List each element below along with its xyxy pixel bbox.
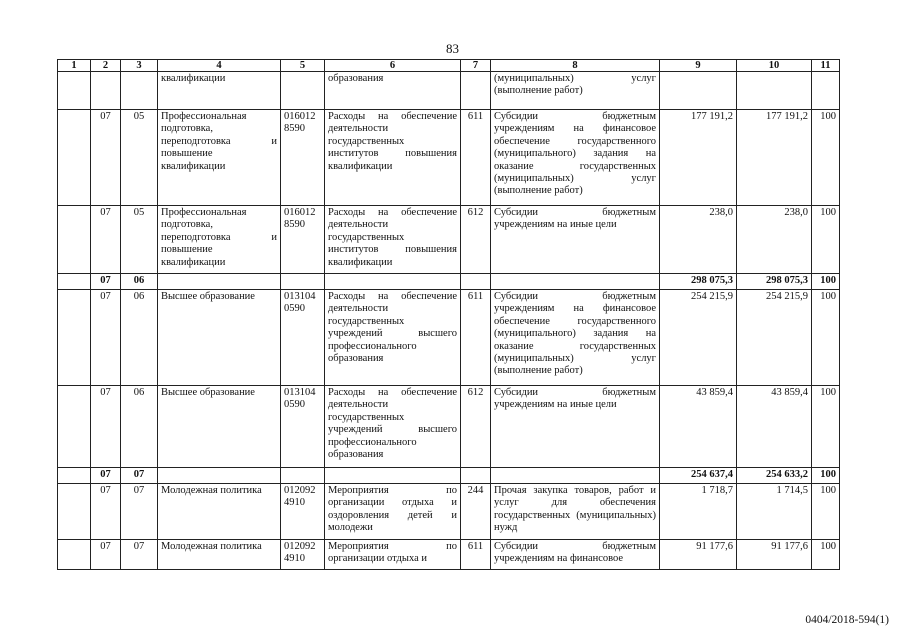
- cell-percent: 100: [812, 274, 840, 290]
- cell-subsection: [121, 72, 158, 110]
- col-header-9: 9: [660, 60, 737, 72]
- cell-purpose: образования: [325, 72, 461, 110]
- cell-actual: 91 177,6: [737, 540, 812, 570]
- col-header-3: 3: [121, 60, 158, 72]
- cell-name: Профессиональная подготовка, переподготовка и повышение квалификации: [158, 110, 281, 206]
- cell-section: 07: [91, 290, 121, 386]
- table-row: [58, 540, 840, 570]
- cell-target-code: 012092 4910: [281, 540, 325, 570]
- cell-name: Профессиональная подготовка, переподготовка и повышение квалификации: [158, 206, 281, 274]
- col-header-4: 4: [158, 60, 281, 72]
- cell-percent: 100: [812, 290, 840, 386]
- col-header-1: 1: [58, 60, 91, 72]
- cell-expense-desc: [491, 468, 660, 484]
- cell-name: Молодежная политика: [158, 484, 281, 540]
- cell-expense-desc: Субсидии бюджетным учреждениям на иные цели: [491, 386, 660, 468]
- cell-purpose: [325, 468, 461, 484]
- document-code: 0404/2018-594(1): [805, 614, 889, 626]
- cell-actual: [737, 72, 812, 110]
- subtotal-row: [58, 274, 840, 290]
- cell-actual: 238,0: [737, 206, 812, 274]
- col-header-7: 7: [461, 60, 491, 72]
- budget-table: [57, 59, 840, 570]
- cell-expense-desc: Субсидии бюджетным учреждениям на финансовое: [491, 540, 660, 570]
- cell-planned: 177 191,2: [660, 110, 737, 206]
- cell-section: [91, 72, 121, 110]
- cell-col1: [58, 206, 91, 274]
- cell-planned: 91 177,6: [660, 540, 737, 570]
- col-header-8: 8: [491, 60, 660, 72]
- cell-target-code: 016012 8590: [281, 206, 325, 274]
- cell-actual: 298 075,3: [737, 274, 812, 290]
- cell-purpose: Расходы на обеспечение деятельности государственных учреждений высшего профессионального образования: [325, 386, 461, 468]
- subtotal-row: [58, 468, 840, 484]
- cell-percent: [812, 72, 840, 110]
- cell-purpose: Расходы на обеспечение деятельности государственных учреждений высшего профессионального образования: [325, 290, 461, 386]
- cell-planned: 1 718,7: [660, 484, 737, 540]
- cell-col1: [58, 274, 91, 290]
- cell-expense-type: 611: [461, 290, 491, 386]
- cell-name: квалификации: [158, 72, 281, 110]
- cell-subsection: 07: [121, 484, 158, 540]
- cell-percent: 100: [812, 484, 840, 540]
- cell-col1: [58, 484, 91, 540]
- cell-expense-type: 611: [461, 110, 491, 206]
- table-row: [58, 386, 840, 468]
- cell-planned: [660, 72, 737, 110]
- table-row: [58, 110, 840, 206]
- cell-col1: [58, 290, 91, 386]
- cell-subsection: 07: [121, 540, 158, 570]
- cell-purpose: Мероприятия по организации отдыха и оздоровления детей и молодежи: [325, 484, 461, 540]
- cell-col1: [58, 110, 91, 206]
- cell-target-code: 013104 0590: [281, 386, 325, 468]
- cell-expense-type: [461, 274, 491, 290]
- table-row: [58, 290, 840, 386]
- cell-expense-type: 611: [461, 540, 491, 570]
- cell-actual: 254 215,9: [737, 290, 812, 386]
- page-number: 83: [446, 41, 459, 56]
- cell-percent: 100: [812, 386, 840, 468]
- cell-section: 07: [91, 540, 121, 570]
- cell-section: 07: [91, 206, 121, 274]
- cell-expense-type: 612: [461, 386, 491, 468]
- cell-subsection: 06: [121, 274, 158, 290]
- cell-target-code: 012092 4910: [281, 484, 325, 540]
- cell-section: 07: [91, 110, 121, 206]
- cell-planned: 238,0: [660, 206, 737, 274]
- col-header-5: 5: [281, 60, 325, 72]
- cell-section: 07: [91, 484, 121, 540]
- cell-planned: 254 215,9: [660, 290, 737, 386]
- cell-purpose: [325, 274, 461, 290]
- cell-expense-type: [461, 72, 491, 110]
- cell-expense-desc: (муниципальных) услуг (выполнение работ): [491, 72, 660, 110]
- cell-section: 07: [91, 468, 121, 484]
- cell-actual: 177 191,2: [737, 110, 812, 206]
- cell-col1: [58, 72, 91, 110]
- cell-percent: 100: [812, 206, 840, 274]
- col-header-10: 10: [737, 60, 812, 72]
- table-row: [58, 206, 840, 274]
- cell-actual: 254 633,2: [737, 468, 812, 484]
- cell-actual: 43 859,4: [737, 386, 812, 468]
- cell-planned: 254 637,4: [660, 468, 737, 484]
- cell-target-code: [281, 72, 325, 110]
- cell-name: Высшее образование: [158, 290, 281, 386]
- col-header-11: 11: [812, 60, 840, 72]
- cell-target-code: 016012 8590: [281, 110, 325, 206]
- table-row: [58, 72, 840, 110]
- cell-target-code: [281, 468, 325, 484]
- col-header-2: 2: [91, 60, 121, 72]
- col-header-6: 6: [325, 60, 461, 72]
- cell-actual: 1 714,5: [737, 484, 812, 540]
- cell-planned: 43 859,4: [660, 386, 737, 468]
- table-row: [58, 484, 840, 540]
- cell-expense-type: [461, 468, 491, 484]
- cell-section: 07: [91, 386, 121, 468]
- cell-section: 07: [91, 274, 121, 290]
- cell-subsection: 07: [121, 468, 158, 484]
- cell-subsection: 06: [121, 386, 158, 468]
- cell-percent: 100: [812, 540, 840, 570]
- cell-col1: [58, 468, 91, 484]
- cell-expense-desc: Субсидии бюджетным учреждениям на финансовое обеспечение государственного (муниципального) задания на оказание государственных (муниципальных) услуг (выполнение работ): [491, 290, 660, 386]
- cell-purpose: Расходы на обеспечение деятельности государственных институтов повышения квалификации: [325, 206, 461, 274]
- cell-planned: 298 075,3: [660, 274, 737, 290]
- cell-expense-desc: Субсидии бюджетным учреждениям на финансовое обеспечение государственного (муниципального) задания на оказание государственных (муниципальных) услуг (выполнение работ): [491, 110, 660, 206]
- cell-subsection: 05: [121, 206, 158, 274]
- cell-expense-desc: Прочая закупка товаров, работ и услуг для обеспечения государственных (муниципальных) нужд: [491, 484, 660, 540]
- cell-name: Молодежная политика: [158, 540, 281, 570]
- header-row: [58, 60, 840, 72]
- cell-expense-desc: [491, 274, 660, 290]
- cell-target-code: 013104 0590: [281, 290, 325, 386]
- cell-name: [158, 274, 281, 290]
- cell-purpose: Расходы на обеспечение деятельности государственных институтов повышения квалификации: [325, 110, 461, 206]
- cell-expense-type: 612: [461, 206, 491, 274]
- cell-subsection: 05: [121, 110, 158, 206]
- cell-col1: [58, 386, 91, 468]
- cell-target-code: [281, 274, 325, 290]
- cell-percent: 100: [812, 468, 840, 484]
- cell-percent: 100: [812, 110, 840, 206]
- cell-expense-type: 244: [461, 484, 491, 540]
- cell-col1: [58, 540, 91, 570]
- cell-name: Высшее образование: [158, 386, 281, 468]
- cell-expense-desc: Субсидии бюджетным учреждениям на иные цели: [491, 206, 660, 274]
- cell-name: [158, 468, 281, 484]
- cell-subsection: 06: [121, 290, 158, 386]
- cell-purpose: Мероприятия по организации отдыха и: [325, 540, 461, 570]
